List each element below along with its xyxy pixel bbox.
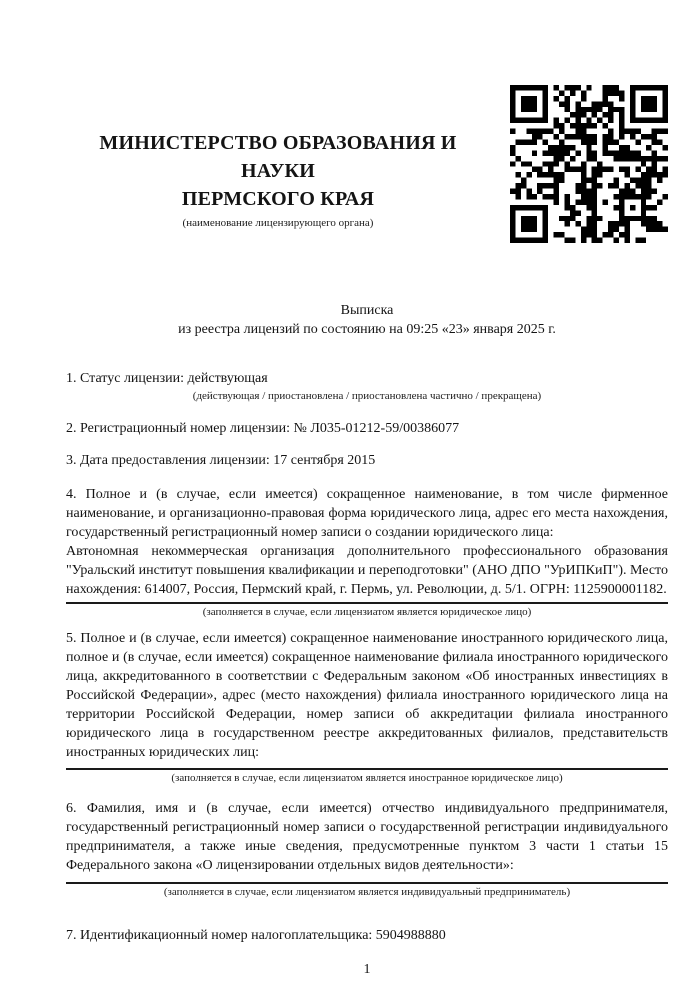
- issuer-name-line2: ПЕРМСКОГО КРАЯ: [181, 188, 375, 210]
- document-subtitle: из реестра лицензий по состоянию на 09:25 «23» января 2025 г.: [178, 322, 556, 337]
- document-title: Выписка: [340, 303, 394, 318]
- field-legal-entity-hint: (заполняется в случае, если лицензиатом является юридическое лицо): [202, 606, 532, 618]
- field-entrepreneur-hint: (заполняется в случае, если лицензиатом является индивидуальный предприниматель): [163, 886, 571, 898]
- field-registration-number: 2. Регистрационный номер лицензии: № Л035-01212-59/00386077: [66, 421, 460, 436]
- page-number: 1: [363, 962, 371, 977]
- issuer-name-line1: МИНИСТЕРСТВО ОБРАЗОВАНИЯ И НАУКИ: [99, 132, 457, 182]
- field-foreign-entity-label: 5. Полное и (в случае, если имеется) сокращенное наименование иностранного юридического лица, полное и (в случае, если имеется) сокращенное наименование филиала иностранного юридического лица, аккредитованного в соответствии с Федеральным законом «Об иностранных инвестициях в Российской Федерации», адрес (место нахождения) филиала иностранного юридического лица на территории Российской Федерации, номер записи об аккредитации филиала иностранного юридического лица в государственном реестре аккредитованных филиалов, представительств иностранных юридических лиц:: [66, 631, 668, 760]
- issuer-caption: (наименование лицензирующего органа): [182, 217, 374, 229]
- field-legal-entity-value: Автономная некоммерческая организация дополнительного профессионального образования "Уральский институт повышения квалификации и переподготовки" (АНО ДПО "УрИПКиП"). Место нахождения: 614007, Россия, Пермский край, г. Пермь, ул. Революции, д. 5/1. ОГРН: 1125900001182.: [66, 542, 668, 604]
- field-entrepreneur-label: 6. Фамилия, имя и (в случае, если имеется) отчество индивидуального предпринимателя, государственный регистрационный номер записи о государственной регистрации индивидуального предпринимателя, а также иные сведения, предусмотренные пунктом 3 части 1 статьи 15 Федерального закона «О лицензировании отдельных видов деятельности»:: [66, 801, 668, 873]
- qr-code-icon: [510, 85, 668, 243]
- document-title-block: [66, 301, 668, 339]
- field-license-date: 3. Дата предоставления лицензии: 17 сентября 2015: [66, 453, 376, 468]
- field-legal-entity-label: 4. Полное и (в случае, если имеется) сокращенное наименование, в том числе фирменное наименование, и организационно-правовая форма юридического лица, адрес его места нахождения, государственный регистрационный номер записи о создании юридического лица:: [66, 487, 668, 540]
- field-license-status-hint: (действующая / приостановлена / приостановлена частично / прекращена): [192, 390, 542, 402]
- field-taxpayer-number: 7. Идентификационный номер налогоплательщика: 5904988880: [66, 928, 446, 943]
- field-entrepreneur-blank-line: [66, 882, 668, 884]
- field-license-status: 1. Статус лицензии: действующая: [66, 371, 268, 386]
- issuer-block: [66, 85, 490, 229]
- field-foreign-entity-hint: (заполняется в случае, если лицензиатом является иностранное юридическое лицо): [171, 772, 563, 784]
- document-header: [66, 0, 668, 243]
- issuer-name: [66, 129, 490, 213]
- field-foreign-entity-blank-line: [66, 768, 668, 770]
